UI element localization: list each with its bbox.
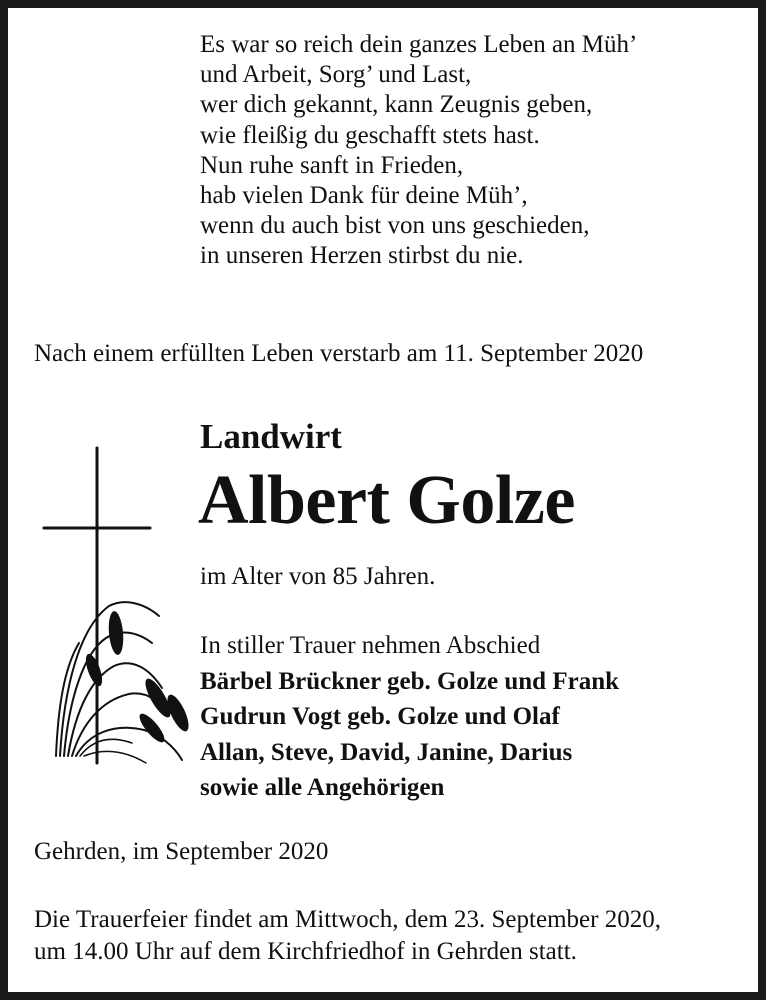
mourners-block — [200, 628, 619, 806]
poem-line: und Arbeit, Sorg’ und Last, — [200, 61, 472, 89]
poem-line: Es war so reich dein ganzes Leben an Müh’ — [200, 31, 638, 58]
poem-line: in unseren Herzen stirbst du nie. — [200, 242, 524, 270]
deceased-name: Albert Golze — [198, 462, 575, 539]
mourners-heading: In stiller Trauer nehmen Abschied — [200, 632, 541, 659]
funeral-line: Die Trauerfeier findet am Mittwoch, dem 23. September 2020, — [34, 906, 661, 933]
poem-line: wenn du auch bist von uns geschieden, — [200, 212, 590, 240]
poem-line: hab vielen Dank für deine Müh’, — [200, 182, 528, 210]
mourner-line: sowie alle Angehörigen — [200, 774, 445, 802]
mourner-line: Gudrun Vogt geb. Golze und Olaf — [200, 703, 560, 731]
occupation-title: Landwirt — [200, 417, 342, 456]
poem-line: wie fleißig du geschafft stets hast. — [200, 121, 540, 149]
age-text: im Alter von 85 Jahren. — [200, 563, 436, 590]
poem — [200, 30, 637, 272]
poem-line: Nun ruhe sanft in Frieden, — [200, 151, 464, 179]
mourner-line: Bärbel Brückner geb. Golze und Frank — [200, 667, 620, 695]
death-announcement: Nach einem erfüllten Leben verstarb am 11. September 2020 — [34, 340, 644, 367]
funeral-line: um 14.00 Uhr auf dem Kirchfriedhof in Gehrden statt. — [34, 937, 577, 965]
place-date: Gehrden, im September 2020 — [34, 838, 329, 865]
cross-with-wheat-icon — [34, 438, 194, 768]
mourner-line: Allan, Steve, David, Janine, Darius — [200, 738, 573, 766]
poem-line: wer dich gekannt, kann Zeugnis geben, — [200, 91, 593, 119]
funeral-info — [34, 904, 661, 967]
